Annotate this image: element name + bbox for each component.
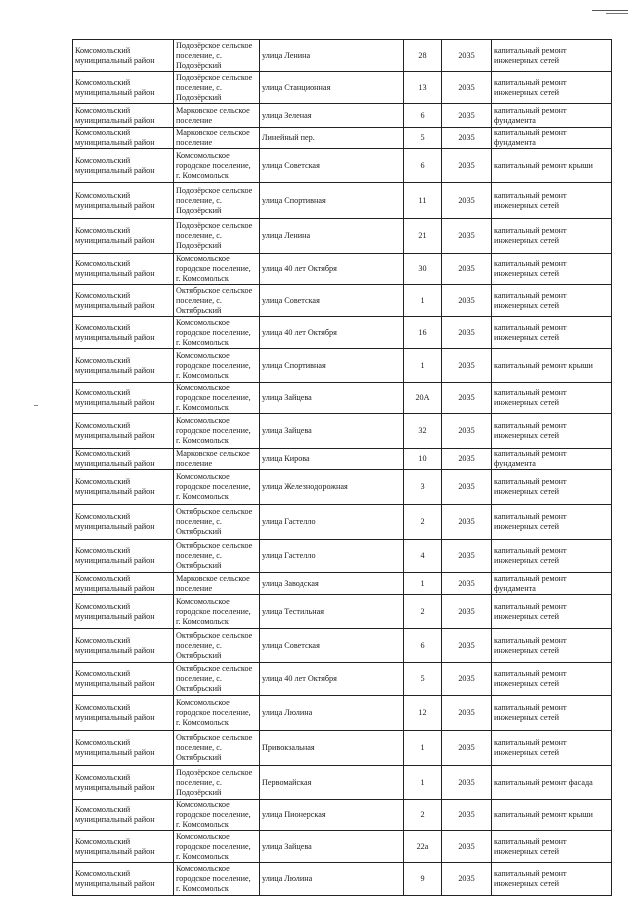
house-number-cell: 30: [404, 254, 442, 285]
work-type-cell: капитальный ремонт инженерных сетей: [492, 285, 612, 317]
work-type-cell: капитальный ремонт фундамента: [492, 128, 612, 149]
year-cell: 2035: [442, 731, 492, 766]
work-type-cell: капитальный ремонт инженерных сетей: [492, 629, 612, 663]
house-number-cell: 16: [404, 317, 442, 349]
work-type-cell: капитальный ремонт инженерных сетей: [492, 540, 612, 573]
table-row: [73, 183, 612, 219]
settlement-cell: Октябрьское сельское поселение, с. Октябрьский: [174, 540, 260, 573]
street-cell: Первомайская: [260, 766, 404, 800]
street-cell: улица Заводская: [260, 573, 404, 595]
work-type-cell: капитальный ремонт инженерных сетей: [492, 595, 612, 629]
district-cell: Комсомольский муниципальный район: [73, 40, 174, 72]
street-cell: улица Железнодорожная: [260, 470, 404, 505]
settlement-cell: Октябрьское сельское поселение, с. Октябрьский: [174, 663, 260, 696]
settlement-cell: Комсомольское городское поселение, г. Комсомольск: [174, 414, 260, 449]
house-number-cell: 10: [404, 449, 442, 470]
corner-mark: [592, 10, 628, 11]
house-number-cell: 1: [404, 731, 442, 766]
house-number-cell: 22а: [404, 831, 442, 863]
house-number-cell: 12: [404, 696, 442, 731]
work-type-cell: капитальный ремонт инженерных сетей: [492, 663, 612, 696]
street-cell: Привокзальная: [260, 731, 404, 766]
district-cell: Комсомольский муниципальный район: [73, 540, 174, 573]
settlement-cell: Подозёрское сельское поселение, с. Подозёрский: [174, 219, 260, 254]
table-row: [73, 349, 612, 383]
house-number-cell: 28: [404, 40, 442, 72]
settlement-cell: Комсомольское городское поселение, г. Комсомольск: [174, 149, 260, 183]
street-cell: улица Ленина: [260, 219, 404, 254]
district-cell: Комсомольский муниципальный район: [73, 731, 174, 766]
year-cell: 2035: [442, 72, 492, 104]
settlement-cell: Октябрьское сельское поселение, с. Октябрьский: [174, 505, 260, 540]
house-number-cell: 1: [404, 349, 442, 383]
house-number-cell: 6: [404, 149, 442, 183]
settlement-cell: Комсомольское городское поселение, г. Комсомольск: [174, 595, 260, 629]
work-type-cell: капитальный ремонт крыши: [492, 149, 612, 183]
district-cell: Комсомольский муниципальный район: [73, 383, 174, 414]
district-cell: Комсомольский муниципальный район: [73, 449, 174, 470]
street-cell: улица Люлина: [260, 863, 404, 896]
district-cell: Комсомольский муниципальный район: [73, 183, 174, 219]
year-cell: 2035: [442, 104, 492, 128]
settlement-cell: Марковское сельское поселение: [174, 573, 260, 595]
street-cell: улица Тестильная: [260, 595, 404, 629]
year-cell: 2035: [442, 349, 492, 383]
house-number-cell: 5: [404, 663, 442, 696]
settlement-cell: Комсомольское городское поселение, г. Комсомольск: [174, 317, 260, 349]
table-row: [73, 470, 612, 505]
year-cell: 2035: [442, 629, 492, 663]
year-cell: 2035: [442, 219, 492, 254]
house-number-cell: 32: [404, 414, 442, 449]
year-cell: 2035: [442, 663, 492, 696]
settlement-cell: Октябрьское сельское поселение, с. Октябрьский: [174, 285, 260, 317]
district-cell: Комсомольский муниципальный район: [73, 349, 174, 383]
work-type-cell: капитальный ремонт инженерных сетей: [492, 863, 612, 896]
district-cell: Комсомольский муниципальный район: [73, 696, 174, 731]
corner-mark-secondary: [606, 13, 628, 14]
settlement-cell: Октябрьское сельское поселение, с. Октябрьский: [174, 629, 260, 663]
street-cell: улица Зайцева: [260, 383, 404, 414]
street-cell: улица 40 лет Октября: [260, 663, 404, 696]
street-cell: улица Кирова: [260, 449, 404, 470]
street-cell: улица Гастелло: [260, 505, 404, 540]
house-number-cell: 21: [404, 219, 442, 254]
table-row: [73, 663, 612, 696]
street-cell: улица Гастелло: [260, 540, 404, 573]
district-cell: Комсомольский муниципальный район: [73, 317, 174, 349]
work-type-cell: капитальный ремонт инженерных сетей: [492, 254, 612, 285]
settlement-cell: Подозёрское сельское поселение, с. Подозёрский: [174, 766, 260, 800]
street-cell: улица 40 лет Октября: [260, 254, 404, 285]
year-cell: 2035: [442, 149, 492, 183]
house-number-cell: 2: [404, 595, 442, 629]
table-row: [73, 104, 612, 128]
work-type-cell: капитальный ремонт инженерных сетей: [492, 731, 612, 766]
table-row: [73, 540, 612, 573]
table-row: [73, 383, 612, 414]
settlement-cell: Подозёрское сельское поселение, с. Подозёрский: [174, 72, 260, 104]
year-cell: 2035: [442, 766, 492, 800]
repair-schedule-table: [72, 39, 612, 896]
table-row: [73, 449, 612, 470]
work-type-cell: капитальный ремонт инженерных сетей: [492, 383, 612, 414]
district-cell: Комсомольский муниципальный район: [73, 414, 174, 449]
street-cell: улица Пионерская: [260, 800, 404, 831]
year-cell: 2035: [442, 285, 492, 317]
settlement-cell: Комсомольское городское поселение, г. Комсомольск: [174, 349, 260, 383]
table-row: [73, 800, 612, 831]
year-cell: 2035: [442, 254, 492, 285]
house-number-cell: 13: [404, 72, 442, 104]
district-cell: Комсомольский муниципальный район: [73, 863, 174, 896]
table-row: [73, 573, 612, 595]
district-cell: Комсомольский муниципальный район: [73, 766, 174, 800]
work-type-cell: капитальный ремонт инженерных сетей: [492, 505, 612, 540]
year-cell: 2035: [442, 831, 492, 863]
table-row: [73, 414, 612, 449]
year-cell: 2035: [442, 383, 492, 414]
work-type-cell: капитальный ремонт инженерных сетей: [492, 72, 612, 104]
settlement-cell: Подозёрское сельское поселение, с. Подозёрский: [174, 183, 260, 219]
settlement-cell: Комсомольское городское поселение, г. Комсомольск: [174, 800, 260, 831]
house-number-cell: 4: [404, 540, 442, 573]
table-row: [73, 128, 612, 149]
table-row: [73, 696, 612, 731]
year-cell: 2035: [442, 595, 492, 629]
table-row: [73, 219, 612, 254]
district-cell: Комсомольский муниципальный район: [73, 285, 174, 317]
settlement-cell: Марковское сельское поселение: [174, 128, 260, 149]
street-cell: улица Зайцева: [260, 831, 404, 863]
street-cell: улица Люлина: [260, 696, 404, 731]
table-body: [73, 40, 612, 896]
street-cell: улица 40 лет Октября: [260, 317, 404, 349]
street-cell: улица Зеленая: [260, 104, 404, 128]
district-cell: Комсомольский муниципальный район: [73, 149, 174, 183]
work-type-cell: капитальный ремонт крыши: [492, 349, 612, 383]
year-cell: 2035: [442, 317, 492, 349]
house-number-cell: 1: [404, 285, 442, 317]
settlement-cell: Комсомольское городское поселение, г. Комсомольск: [174, 863, 260, 896]
settlement-cell: Комсомольское городское поселение, г. Комсомольск: [174, 470, 260, 505]
year-cell: 2035: [442, 505, 492, 540]
work-type-cell: капитальный ремонт инженерных сетей: [492, 831, 612, 863]
street-cell: улица Ленина: [260, 40, 404, 72]
house-number-cell: 5: [404, 128, 442, 149]
street-cell: улица Советская: [260, 285, 404, 317]
year-cell: 2035: [442, 449, 492, 470]
house-number-cell: 6: [404, 104, 442, 128]
year-cell: 2035: [442, 128, 492, 149]
street-cell: Линейный пер.: [260, 128, 404, 149]
work-type-cell: капитальный ремонт фундамента: [492, 573, 612, 595]
district-cell: Комсомольский муниципальный район: [73, 629, 174, 663]
settlement-cell: Подозёрское сельское поселение, с. Подозёрский: [174, 40, 260, 72]
work-type-cell: капитальный ремонт инженерных сетей: [492, 40, 612, 72]
street-cell: улица Спортивная: [260, 349, 404, 383]
work-type-cell: капитальный ремонт фундамента: [492, 104, 612, 128]
house-number-cell: 9: [404, 863, 442, 896]
settlement-cell: Комсомольское городское поселение, г. Комсомольск: [174, 383, 260, 414]
district-cell: Комсомольский муниципальный район: [73, 831, 174, 863]
street-cell: улица Станционная: [260, 72, 404, 104]
table-row: [73, 863, 612, 896]
district-cell: Комсомольский муниципальный район: [73, 104, 174, 128]
work-type-cell: капитальный ремонт инженерных сетей: [492, 317, 612, 349]
district-cell: Комсомольский муниципальный район: [73, 595, 174, 629]
year-cell: 2035: [442, 470, 492, 505]
district-cell: Комсомольский муниципальный район: [73, 800, 174, 831]
work-type-cell: капитальный ремонт крыши: [492, 800, 612, 831]
house-number-cell: 2: [404, 800, 442, 831]
year-cell: 2035: [442, 540, 492, 573]
work-type-cell: капитальный ремонт инженерных сетей: [492, 219, 612, 254]
district-cell: Комсомольский муниципальный район: [73, 505, 174, 540]
district-cell: Комсомольский муниципальный район: [73, 219, 174, 254]
year-cell: 2035: [442, 183, 492, 219]
settlement-cell: Октябрьское сельское поселение, с. Октябрьский: [174, 731, 260, 766]
year-cell: 2035: [442, 863, 492, 896]
table-row: [73, 285, 612, 317]
year-cell: 2035: [442, 800, 492, 831]
table-row: [73, 40, 612, 72]
district-cell: Комсомольский муниципальный район: [73, 470, 174, 505]
table-row: [73, 629, 612, 663]
table-row: [73, 149, 612, 183]
district-cell: Комсомольский муниципальный район: [73, 72, 174, 104]
house-number-cell: 2: [404, 505, 442, 540]
work-type-cell: капитальный ремонт инженерных сетей: [492, 470, 612, 505]
work-type-cell: капитальный ремонт инженерных сетей: [492, 696, 612, 731]
house-number-cell: 20А: [404, 383, 442, 414]
table-row: [73, 766, 612, 800]
table-row: [73, 72, 612, 104]
settlement-cell: Марковское сельское поселение: [174, 449, 260, 470]
year-cell: 2035: [442, 414, 492, 449]
table-row: [73, 731, 612, 766]
table-row: [73, 595, 612, 629]
district-cell: Комсомольский муниципальный район: [73, 663, 174, 696]
settlement-cell: Комсомольское городское поселение, г. Комсомольск: [174, 696, 260, 731]
table-row: [73, 505, 612, 540]
settlement-cell: Комсомольское городское поселение, г. Комсомольск: [174, 254, 260, 285]
street-cell: улица Спортивная: [260, 183, 404, 219]
table-row: [73, 831, 612, 863]
table-row: [73, 317, 612, 349]
work-type-cell: капитальный ремонт фундамента: [492, 449, 612, 470]
street-cell: улица Советская: [260, 629, 404, 663]
settlement-cell: Комсомольское городское поселение, г. Комсомольск: [174, 831, 260, 863]
year-cell: 2035: [442, 696, 492, 731]
district-cell: Комсомольский муниципальный район: [73, 128, 174, 149]
margin-tick: [34, 405, 38, 406]
house-number-cell: 1: [404, 573, 442, 595]
house-number-cell: 11: [404, 183, 442, 219]
street-cell: улица Советская: [260, 149, 404, 183]
house-number-cell: 3: [404, 470, 442, 505]
settlement-cell: Марковское сельское поселение: [174, 104, 260, 128]
table-row: [73, 254, 612, 285]
district-cell: Комсомольский муниципальный район: [73, 573, 174, 595]
year-cell: 2035: [442, 40, 492, 72]
work-type-cell: капитальный ремонт инженерных сетей: [492, 414, 612, 449]
work-type-cell: капитальный ремонт инженерных сетей: [492, 183, 612, 219]
district-cell: Комсомольский муниципальный район: [73, 254, 174, 285]
work-type-cell: капитальный ремонт фасада: [492, 766, 612, 800]
year-cell: 2035: [442, 573, 492, 595]
house-number-cell: 6: [404, 629, 442, 663]
house-number-cell: 1: [404, 766, 442, 800]
street-cell: улица Зайцева: [260, 414, 404, 449]
